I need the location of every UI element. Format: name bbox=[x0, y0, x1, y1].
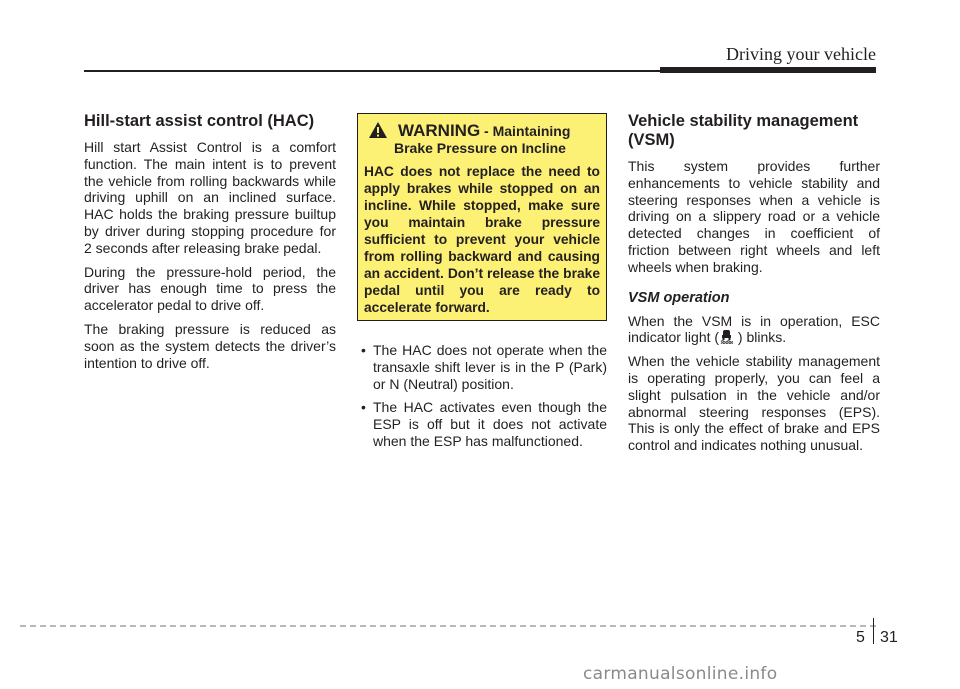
list-item: • The HAC does not operate when the transaxle shift lever is in the P (Park) or N (Neutral) position. bbox=[357, 342, 607, 392]
vsm-heading: Vehicle stability management (VSM) bbox=[628, 112, 859, 149]
warning-word: WARNING bbox=[398, 121, 481, 140]
vsm-operation-heading: VSM operation bbox=[628, 289, 730, 306]
vsm-intro: This system provides further enhancements to vehicle stability and steering responses when a vehicle is driving on a slippery road or a vehicle detected changes in coefficient of friction between right wheels and left wheels when braking. bbox=[628, 158, 880, 275]
vsm-operation-text bbox=[628, 313, 880, 347]
warning-header bbox=[364, 122, 600, 157]
hac-notes-list bbox=[357, 342, 607, 457]
warning-triangle-icon bbox=[368, 121, 388, 139]
vsm-operation-text-end: ) blinks. bbox=[734, 329, 787, 346]
hac-column bbox=[84, 112, 336, 378]
vsm-paragraph: When the vehicle stability management is operating properly, you can feel a slight pulsation in the vehicle and/or abnormal steering responses (EPS). This is only the effect of brake and EPS control and indicates nothing unusual. bbox=[628, 353, 880, 454]
page-number-separator bbox=[873, 618, 874, 644]
section-title: Driving your vehicle bbox=[726, 44, 876, 64]
hac-paragraph: Hill start Assist Control is a comfort function. The main intent is to prevent the vehicle from rolling backwards while driving uphill on an inclined surface. HAC holds the braking pressure builtup by driver during stopping procedure for 2 seconds after releasing brake pedal. bbox=[84, 139, 336, 256]
watermark: carmanualsonline.info bbox=[583, 664, 778, 684]
header-rule-thick bbox=[660, 67, 876, 73]
list-item: • The HAC activates even though the ESP is off but it does not activate when the ESP has malfunctioned. bbox=[357, 399, 607, 449]
hac-heading: Hill-start assist control (HAC) bbox=[84, 112, 315, 130]
vsm-column bbox=[628, 112, 880, 461]
warning-subtitle: - Maintaining bbox=[480, 123, 571, 139]
warning-body: HAC does not replace the need to apply brakes while stopped on an incline. While stopped, make sure you maintain brake pressure sufficient to prevent your vehicle from rolling backward and causing an accident. Don’t release the brake pedal until you are ready to accelerate forward. bbox=[364, 164, 600, 315]
warning-box bbox=[357, 113, 607, 321]
page-number: 31 bbox=[880, 629, 898, 646]
hac-paragraph: The braking pressure is reduced as soon as the system detects the driver’s intention to drive off. bbox=[84, 320, 336, 371]
chapter-number: 5 bbox=[856, 629, 865, 646]
esc-indicator-icon bbox=[720, 329, 733, 344]
footer-dashed-rule bbox=[20, 625, 876, 627]
header-rule bbox=[84, 70, 660, 72]
warning-subtitle-line2: Brake Pressure on Incline bbox=[394, 140, 566, 156]
hac-paragraph: During the pressure-hold period, the driver has enough time to press the accelerator pedal to drive off. bbox=[84, 263, 336, 314]
vsm-operation-text-start: When the VSM is in operation, ESC indicator light ( bbox=[628, 312, 880, 346]
